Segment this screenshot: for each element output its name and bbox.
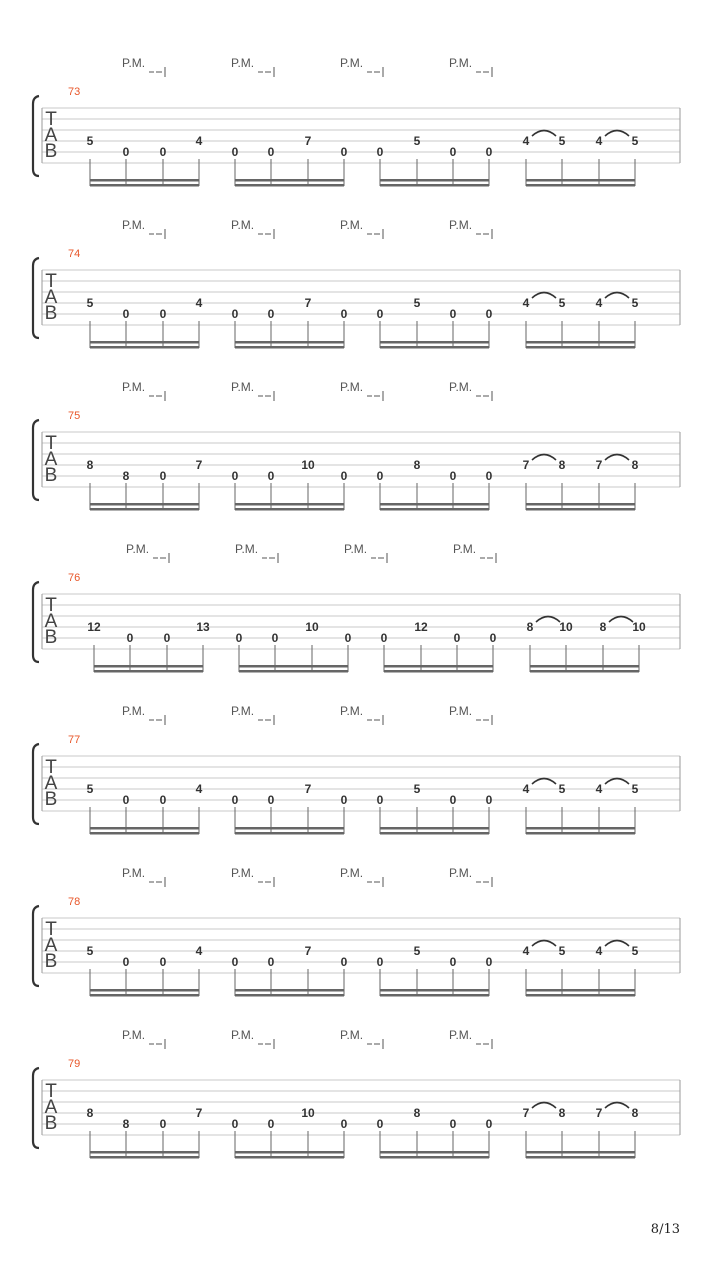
fret-number: 0 [159, 469, 167, 483]
beam [526, 184, 635, 187]
beam [526, 1151, 635, 1154]
fret-number: 0 [449, 793, 457, 807]
beam [90, 994, 199, 997]
fret-number: 5 [413, 296, 421, 310]
beam [380, 1156, 489, 1159]
tab-system-75 [33, 380, 680, 511]
fret-number: 5 [558, 782, 566, 796]
palm-mute-label: P.M. [231, 218, 255, 232]
beam [380, 832, 489, 835]
beam [530, 665, 639, 668]
tab-clef-letter: T [45, 595, 57, 616]
fret-number: 4 [522, 134, 530, 148]
fret-number: 0 [485, 793, 493, 807]
fret-number: 0 [163, 631, 171, 645]
palm-mute-label: P.M. [126, 542, 150, 556]
slur-arc [605, 131, 629, 137]
fret-number: 0 [122, 793, 130, 807]
palm-mute-label: P.M. [453, 542, 477, 556]
palm-mute-label: P.M. [122, 1028, 146, 1042]
fret-number: 0 [340, 145, 348, 159]
beam [235, 989, 344, 992]
palm-mute-label: P.M. [449, 866, 473, 880]
tab-clef-letter: T [45, 271, 57, 292]
fret-number: 5 [631, 944, 639, 958]
beam [384, 670, 493, 673]
fret-number: 0 [340, 307, 348, 321]
fret-number: 0 [380, 631, 388, 645]
tab-clef-letter: B [44, 303, 58, 324]
tab-clef-letter: T [45, 1081, 57, 1102]
fret-number: 0 [267, 1117, 275, 1131]
fret-number: 0 [344, 631, 352, 645]
slur-arc [605, 779, 629, 785]
palm-mute-label: P.M. [231, 56, 255, 70]
beam [90, 341, 199, 344]
fret-number: 5 [413, 134, 421, 148]
beam [380, 989, 489, 992]
palm-mute-label: P.M. [231, 866, 255, 880]
fret-number: 5 [86, 134, 94, 148]
beam [380, 827, 489, 830]
palm-mute-label: P.M. [340, 56, 364, 70]
tab-clef-letter: A [44, 1097, 58, 1118]
palm-mute-label: P.M. [340, 380, 364, 394]
fret-number: 10 [559, 620, 573, 634]
beam [235, 179, 344, 182]
beam [90, 989, 199, 992]
tab-system-77 [33, 704, 680, 835]
fret-number: 13 [196, 620, 210, 634]
fret-number: 5 [631, 134, 639, 148]
fret-number: 0 [449, 145, 457, 159]
fret-number: 0 [159, 307, 167, 321]
fret-number: 5 [558, 296, 566, 310]
beam [526, 994, 635, 997]
tab-clef-letter: A [44, 611, 58, 632]
fret-number: 0 [231, 307, 239, 321]
system-bracket [33, 906, 39, 986]
fret-number: 0 [159, 1117, 167, 1131]
palm-mute-label: P.M. [231, 704, 255, 718]
fret-number: 5 [558, 944, 566, 958]
beam [526, 341, 635, 344]
fret-number: 0 [340, 793, 348, 807]
fret-number: 4 [595, 296, 603, 310]
system-bracket [33, 96, 39, 176]
fret-number: 0 [485, 145, 493, 159]
fret-number: 7 [595, 1106, 603, 1120]
tab-clef-letter: B [44, 627, 58, 648]
system-bracket [33, 582, 39, 662]
fret-number: 4 [522, 296, 530, 310]
fret-number: 7 [304, 134, 312, 148]
beam [90, 503, 199, 506]
fret-number: 5 [631, 782, 639, 796]
tab-clef-letter: T [45, 757, 57, 778]
beam [90, 832, 199, 835]
fret-number: 10 [301, 1106, 315, 1120]
fret-number: 0 [453, 631, 461, 645]
beam [235, 503, 344, 506]
beam [235, 827, 344, 830]
fret-number: 8 [526, 620, 534, 634]
fret-number: 0 [267, 793, 275, 807]
beam [235, 346, 344, 349]
palm-mute-label: P.M. [340, 704, 364, 718]
fret-number: 4 [522, 782, 530, 796]
system-bracket [33, 744, 39, 824]
fret-number: 0 [449, 1117, 457, 1131]
beam [526, 832, 635, 835]
tab-clef-letter: T [45, 919, 57, 940]
fret-number: 0 [485, 469, 493, 483]
system-bracket [33, 420, 39, 500]
fret-number: 0 [231, 793, 239, 807]
fret-number: 4 [595, 782, 603, 796]
tab-clef-letter: B [44, 141, 58, 162]
fret-number: 4 [595, 944, 603, 958]
fret-number: 0 [122, 955, 130, 969]
fret-number: 8 [558, 458, 566, 472]
fret-number: 4 [195, 944, 203, 958]
tab-system-79 [33, 1028, 680, 1159]
fret-number: 0 [376, 469, 384, 483]
fret-number: 0 [235, 631, 243, 645]
beam [235, 508, 344, 511]
fret-number: 12 [414, 620, 428, 634]
beam [90, 508, 199, 511]
fret-number: 8 [122, 1117, 130, 1131]
fret-number: 0 [267, 469, 275, 483]
fret-number: 0 [376, 793, 384, 807]
beam [380, 1151, 489, 1154]
fret-number: 0 [159, 145, 167, 159]
palm-mute-label: P.M. [122, 866, 146, 880]
beam [380, 179, 489, 182]
slur-arc [605, 455, 629, 461]
system-bracket [33, 258, 39, 338]
fret-number: 7 [595, 458, 603, 472]
beam [235, 1156, 344, 1159]
fret-number: 0 [340, 955, 348, 969]
fret-number: 7 [304, 296, 312, 310]
fret-number: 0 [485, 955, 493, 969]
tab-clef-letter: A [44, 287, 58, 308]
fret-number: 8 [413, 1106, 421, 1120]
palm-mute-label: P.M. [344, 542, 368, 556]
fret-number: 10 [301, 458, 315, 472]
fret-number: 0 [485, 307, 493, 321]
fret-number: 0 [126, 631, 134, 645]
beam [239, 665, 348, 668]
fret-number: 0 [267, 955, 275, 969]
slur-arc [605, 293, 629, 299]
beam [526, 503, 635, 506]
slur-arc [532, 131, 556, 137]
tab-clef-letter: A [44, 125, 58, 146]
beam [90, 827, 199, 830]
fret-number: 5 [413, 944, 421, 958]
fret-number: 0 [376, 955, 384, 969]
slur-arc [605, 1103, 629, 1109]
palm-mute-label: P.M. [235, 542, 259, 556]
palm-mute-label: P.M. [122, 704, 146, 718]
beam [380, 508, 489, 511]
measure-number: 73 [68, 86, 81, 98]
palm-mute-label: P.M. [340, 1028, 364, 1042]
fret-number: 10 [305, 620, 319, 634]
fret-number: 0 [267, 307, 275, 321]
beam [380, 346, 489, 349]
system-bracket [33, 1068, 39, 1148]
fret-number: 4 [522, 944, 530, 958]
tab-system-74 [33, 218, 680, 349]
fret-number: 0 [489, 631, 497, 645]
fret-number: 7 [522, 1106, 530, 1120]
slur-arc [532, 1103, 556, 1109]
fret-number: 5 [86, 782, 94, 796]
palm-mute-label: P.M. [340, 218, 364, 232]
palm-mute-label: P.M. [449, 1028, 473, 1042]
measure-number: 79 [68, 1058, 81, 1070]
fret-number: 0 [485, 1117, 493, 1131]
beam [380, 503, 489, 506]
palm-mute-label: P.M. [231, 1028, 255, 1042]
fret-number: 4 [195, 782, 203, 796]
fret-number: 7 [195, 458, 203, 472]
fret-number: 0 [449, 469, 457, 483]
palm-mute-label: P.M. [340, 866, 364, 880]
measure-number: 76 [68, 572, 81, 584]
tab-clef-letter: B [44, 951, 58, 972]
fret-number: 0 [122, 307, 130, 321]
beam [380, 994, 489, 997]
palm-mute-label: P.M. [231, 380, 255, 394]
tab-clef-letter: B [44, 1113, 58, 1134]
palm-mute-label: P.M. [122, 56, 146, 70]
palm-mute-label: P.M. [449, 380, 473, 394]
beam [90, 179, 199, 182]
tab-system-76 [33, 542, 680, 673]
palm-mute-label: P.M. [122, 380, 146, 394]
tab-clef-letter: B [44, 789, 58, 810]
fret-number: 7 [304, 782, 312, 796]
fret-number: 4 [195, 134, 203, 148]
fret-number: 8 [413, 458, 421, 472]
fret-number: 0 [231, 145, 239, 159]
fret-number: 8 [599, 620, 607, 634]
fret-number: 12 [87, 620, 101, 634]
fret-number: 0 [449, 955, 457, 969]
slur-arc [536, 617, 560, 623]
tab-clef-letter: T [45, 433, 57, 454]
fret-number: 0 [340, 469, 348, 483]
fret-number: 0 [271, 631, 279, 645]
fret-number: 7 [195, 1106, 203, 1120]
fret-number: 10 [632, 620, 646, 634]
fret-number: 0 [376, 145, 384, 159]
tab-clef-letter: T [45, 109, 57, 130]
fret-number: 7 [304, 944, 312, 958]
fret-number: 8 [86, 1106, 94, 1120]
fret-number: 0 [449, 307, 457, 321]
fret-number: 8 [631, 458, 639, 472]
fret-number: 8 [122, 469, 130, 483]
beam [94, 665, 203, 668]
fret-number: 0 [231, 1117, 239, 1131]
measure-number: 74 [68, 248, 81, 260]
slur-arc [532, 293, 556, 299]
beam [235, 184, 344, 187]
measure-number: 78 [68, 896, 81, 908]
beam [526, 179, 635, 182]
tab-clef-letter: A [44, 449, 58, 470]
palm-mute-label: P.M. [449, 56, 473, 70]
fret-number: 5 [413, 782, 421, 796]
beam [530, 670, 639, 673]
measure-number: 75 [68, 410, 81, 422]
slur-arc [532, 455, 556, 461]
fret-number: 4 [595, 134, 603, 148]
tab-system-78 [33, 866, 680, 997]
slur-arc [605, 941, 629, 947]
beam [90, 1156, 199, 1159]
beam [384, 665, 493, 668]
palm-mute-label: P.M. [122, 218, 146, 232]
beam [94, 670, 203, 673]
tab-system-73 [33, 56, 680, 187]
beam [90, 346, 199, 349]
beam [526, 1156, 635, 1159]
beam [90, 184, 199, 187]
palm-mute-label: P.M. [449, 704, 473, 718]
beam [380, 341, 489, 344]
fret-number: 8 [86, 458, 94, 472]
fret-number: 5 [86, 296, 94, 310]
beam [235, 341, 344, 344]
beam [90, 1151, 199, 1154]
tab-clef-letter: B [44, 465, 58, 486]
fret-number: 8 [631, 1106, 639, 1120]
beam [235, 994, 344, 997]
fret-number: 8 [558, 1106, 566, 1120]
fret-number: 0 [159, 955, 167, 969]
beam [239, 670, 348, 673]
slur-arc [532, 941, 556, 947]
fret-number: 0 [376, 307, 384, 321]
fret-number: 7 [522, 458, 530, 472]
beam [526, 989, 635, 992]
fret-number: 4 [195, 296, 203, 310]
fret-number: 0 [159, 793, 167, 807]
fret-number: 0 [231, 469, 239, 483]
fret-number: 0 [122, 145, 130, 159]
tab-clef-letter: A [44, 935, 58, 956]
page-number: 8/13 [650, 1222, 680, 1237]
fret-number: 0 [231, 955, 239, 969]
fret-number: 0 [376, 1117, 384, 1131]
tab-clef-letter: A [44, 773, 58, 794]
beam [526, 827, 635, 830]
fret-number: 5 [86, 944, 94, 958]
fret-number: 0 [340, 1117, 348, 1131]
slur-arc [609, 617, 633, 623]
beam [235, 832, 344, 835]
fret-number: 5 [558, 134, 566, 148]
beam [380, 184, 489, 187]
palm-mute-label: P.M. [449, 218, 473, 232]
beam [235, 1151, 344, 1154]
fret-number: 0 [267, 145, 275, 159]
beam [526, 508, 635, 511]
fret-number: 5 [631, 296, 639, 310]
slur-arc [532, 779, 556, 785]
measure-number: 77 [68, 734, 81, 746]
beam [526, 346, 635, 349]
